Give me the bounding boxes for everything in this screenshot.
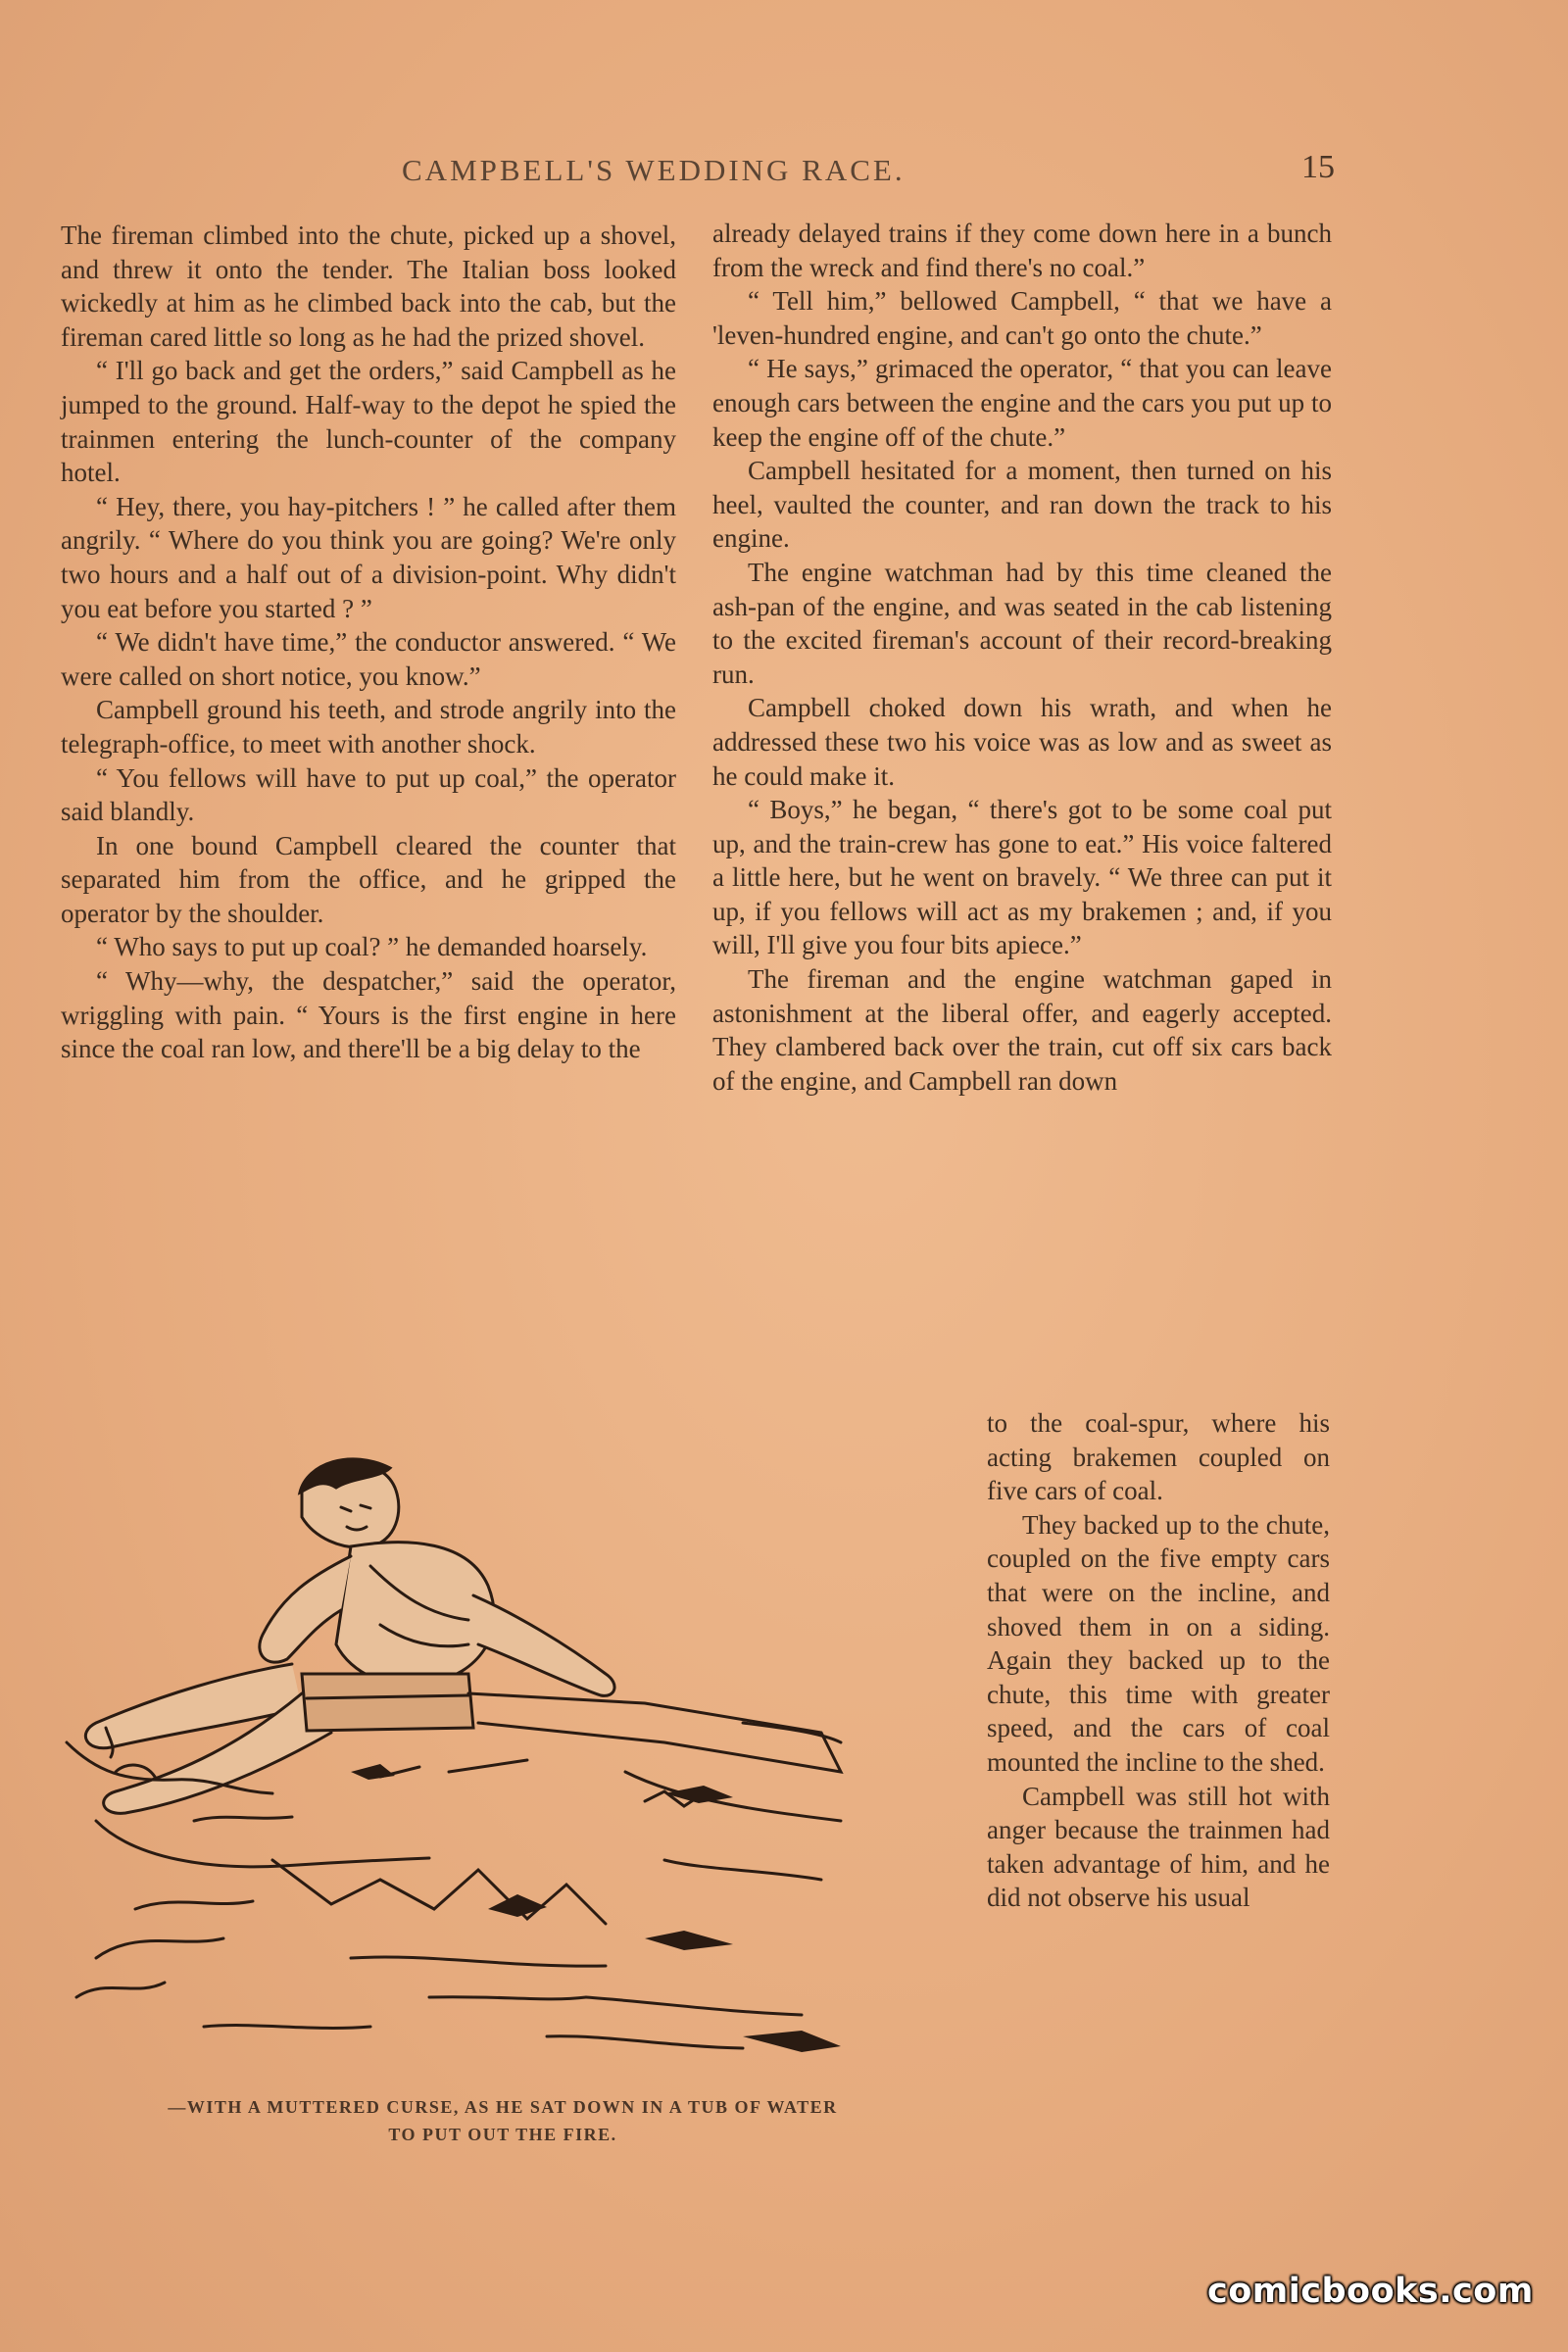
running-head: CAMPBELL'S WEDDING RACE. (402, 153, 906, 187)
paragraph: The fireman and the engine watchman gaped in astonishment at the liberal offer, and eagerly accepted. They clambered back over the train, cut off six cars back of the engine, and Campbell ran down (712, 964, 1332, 1096)
paragraph: Campbell ground his teeth, and strode angrily into the telegraph-office, to meet with another shock. (61, 695, 676, 759)
paragraph: The engine watchman had by this time cleaned the ash-pan of the engine, and was seated in the cab listening to the excited fireman's account of their record-breaking run. (712, 557, 1332, 689)
page-number: 15 (1301, 149, 1335, 185)
right-column-narrow (987, 1406, 1330, 1915)
caption-line: —WITH A MUTTERED CURSE, AS HE SAT DOWN IN A TUB OF WATER (168, 2097, 838, 2117)
paragraph: Campbell was still hot with anger because the trainmen had taken advantage of him, and he did not observe his usual (987, 1781, 1330, 1913)
caption-line: TO PUT OUT THE FIRE. (388, 2125, 617, 2144)
paragraph: “ Tell him,” bellowed Campbell, “ that we have a 'leven-hundred engine, and can't go onto the chute.” (712, 286, 1332, 350)
paragraph: “ We didn't have time,” the conductor answered. “ We were called on short notice, you know.” (61, 627, 676, 691)
paragraph: Campbell choked down his wrath, and when he addressed these two his voice was as low and as sweet as he could make it. (712, 693, 1332, 791)
paragraph: “ I'll go back and get the orders,” said Campbell as he jumped to the ground. Half-way to the depot he spied the trainmen entering the lunch-counter of the company hotel. (61, 356, 676, 488)
right-column (712, 217, 1332, 1098)
paragraph: “ Who says to put up coal? ” he demanded hoarsely. (96, 932, 648, 962)
paragraph: “ Why—why, the despatcher,” said the operator, wriggling with pain. “ Yours is the first engine in here since the coal ran low, and there'll be a big delay to the (61, 966, 676, 1064)
paragraph: “ Hey, there, you hay-pitchers ! ” he called after them angrily. “ Where do you think you are going? We're only two hours and a half out of a division-point. Why didn't you eat before you started ? ” (61, 491, 676, 623)
paragraph: “ You fellows will have to put up coal,” the operator said blandly. (61, 762, 676, 827)
paragraph: In one bound Campbell cleared the counter that separated him from the office, and he gripped the operator by the shoulder. (61, 830, 676, 928)
left-column (61, 219, 676, 1066)
watermark-logo: comicbooks.com (1207, 2272, 1534, 2311)
paragraph: “ Boys,” he began, “ there's got to be some coal put up, and the train-crew has gone to eat.” His voice faltered a little here, but he went on bravely. “ We three can put it up, if you fellows will act as my brakemen ; and, if you will, I'll give you four bits apiece.” (712, 795, 1332, 960)
paragraph: already delayed trains if they come down here in a bunch from the wreck and find there's no coal.” (712, 219, 1332, 282)
page-header (0, 149, 1568, 198)
paragraph: “ He says,” grimaced the operator, “ that you can leave enough cars between the engine and the cars you put up to keep the engine off of the chute.” (712, 354, 1332, 452)
paragraph: The fireman climbed into the chute, picked up a shovel, and threw it onto the tender. The Italian boss looked wickedly at him as he climbed back into the cab, but the fireman cared little so long as he had the prized shovel. (61, 220, 676, 352)
paragraph: They backed up to the chute, coupled on the five empty cars that were on the incline, and shoved them in on a siding. Again they backed up to the chute, this time with greater speed, and the cars of coal mounted the incline to the shed. (987, 1509, 1330, 1777)
illustration-caption (57, 2093, 949, 2148)
illustration-man-in-tub (57, 1448, 949, 2068)
paragraph: to the coal-spur, where his acting brakemen coupled on five cars of coal. (987, 1408, 1330, 1506)
paragraph: Campbell hesitated for a moment, then turned on his heel, vaulted the counter, and ran down the track to his engine. (712, 456, 1332, 554)
